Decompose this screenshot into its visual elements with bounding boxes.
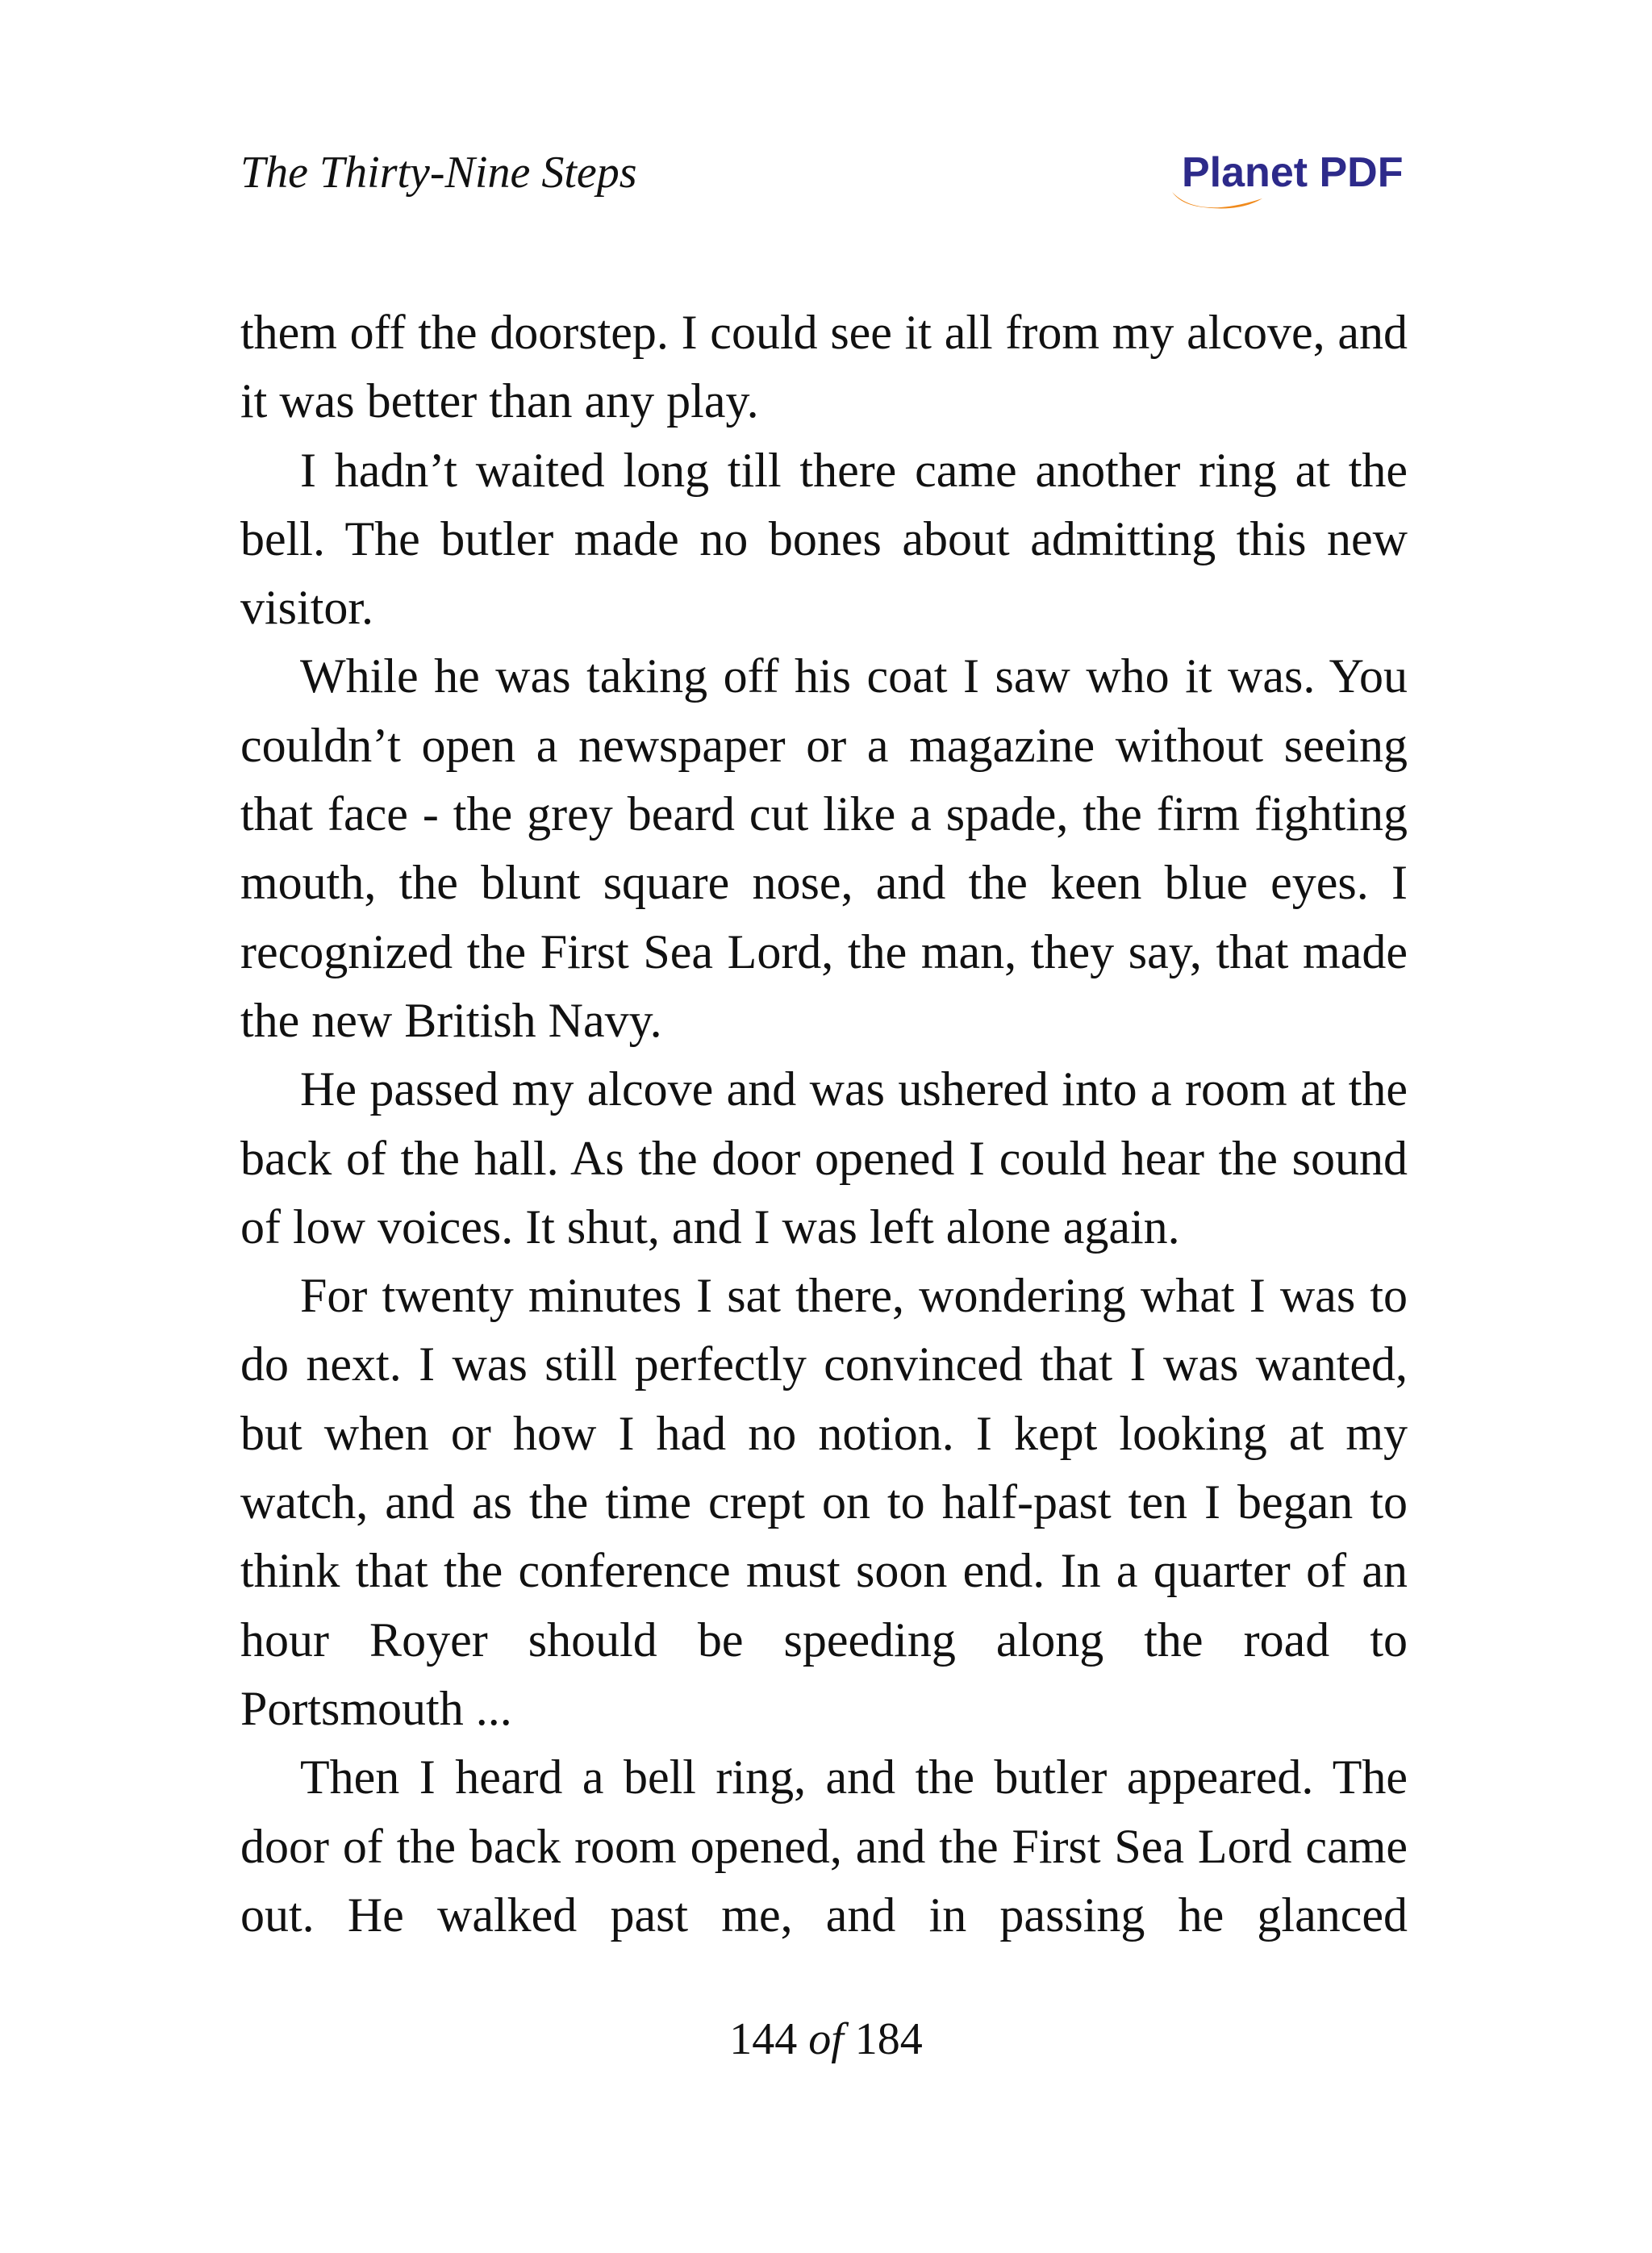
paragraph: He passed my alcove and was ushered into a room at the back of the hall. As the door opened I could hear the sound of low voices. It shut, and I was left alone again. bbox=[240, 1062, 1408, 1254]
paragraph: them off the doorstep. I could see it all from my alcove, and it was better than any play. bbox=[240, 306, 1408, 428]
paragraph: I hadn’t waited long till there came another ring at the bell. The butler made no bones about admitting this new visitor. bbox=[240, 443, 1408, 635]
paragraph: While he was taking off his coat I saw who it was. You couldn’t open a newspaper or a magazine without seeing that face - the grey beard cut like a spade, the firm fighting mouth, the blunt square nose, and the keen blue eyes. I recognized the First Sea Lord, the man, they say, that made the new British Navy. bbox=[240, 649, 1408, 1047]
page-body bbox=[240, 298, 1408, 1950]
book-title: The Thirty-Nine Steps bbox=[240, 148, 637, 198]
page-of-label: of bbox=[808, 2014, 844, 2064]
page-current: 144 bbox=[729, 2014, 798, 2064]
planet-pdf-logo bbox=[1166, 145, 1416, 218]
paragraph: For twenty minutes I sat there, wondering what I was to do next. I was still perfectly convinced that I was wanted, but when or how I had no notion. I kept looking at my watch, and as the time crept on to half-past ten I began to think that the conference must soon end. In a quarter of an hour Royer should be speeding along the road to Portsmouth ... bbox=[240, 1269, 1408, 1735]
page-number bbox=[0, 2014, 1652, 2064]
paragraph: Then I heard a bell ring, and the butler appeared. The door of the back room opened, and the First Sea Lord came out. He walked past me, and in passing he glanced bbox=[240, 1750, 1408, 1942]
page-total: 184 bbox=[854, 2014, 923, 2064]
logo-text: Planet PDF bbox=[1182, 149, 1404, 196]
